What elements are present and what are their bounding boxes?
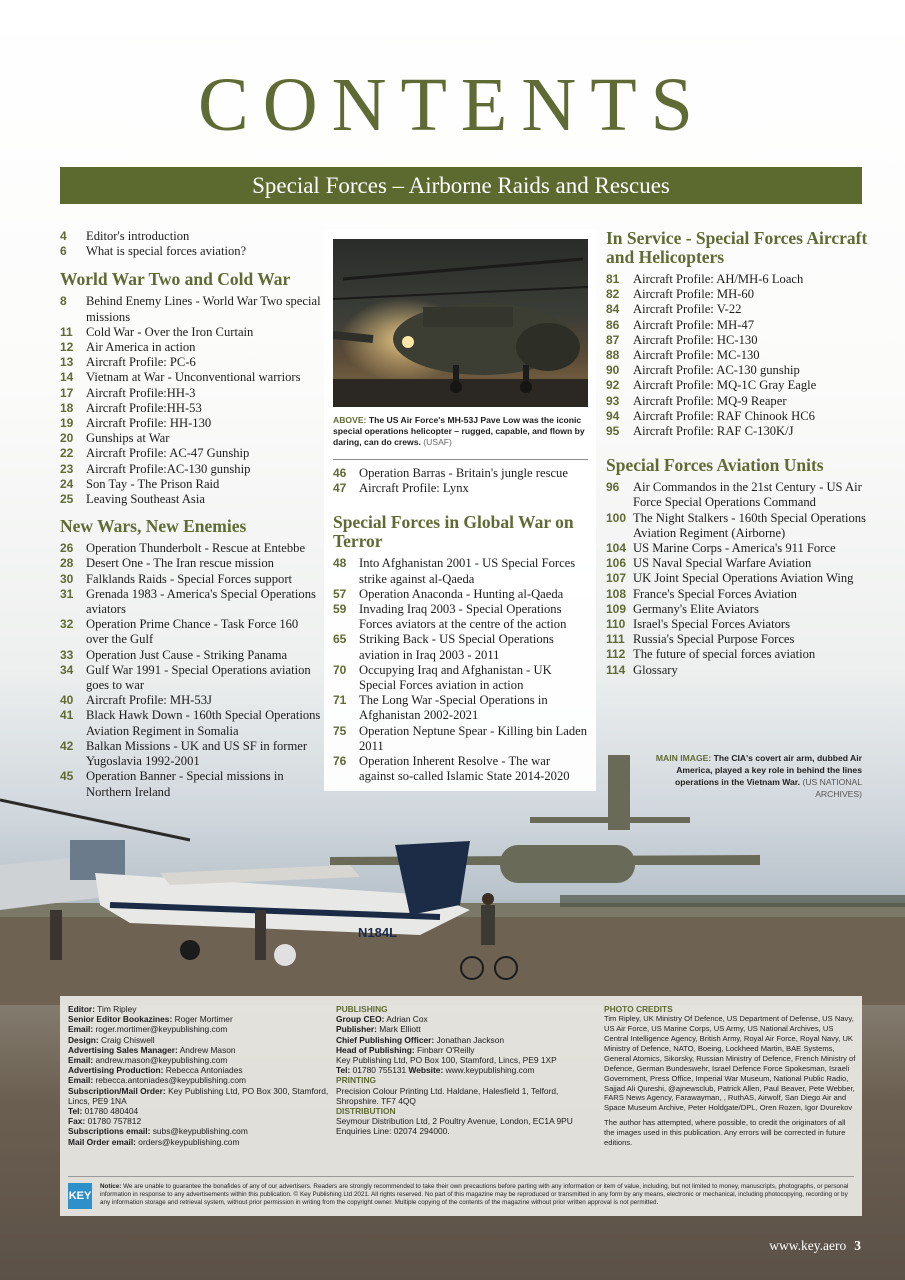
page-number: 3 xyxy=(854,1238,861,1253)
field-label: Email: xyxy=(68,1055,94,1066)
page-number: 81 xyxy=(606,272,620,286)
toc-entry[interactable] xyxy=(606,556,868,571)
toc-entry[interactable] xyxy=(60,572,322,587)
center-panel xyxy=(324,229,596,791)
staff-line xyxy=(68,1055,330,1065)
entry-title: The Long War -Special Operations in Afghanistan 2002-2021 xyxy=(359,693,548,723)
page-number: 109 xyxy=(606,601,627,616)
field-value: Jonathan Jackson xyxy=(436,1034,505,1045)
toc-entry[interactable] xyxy=(60,416,322,431)
page-number: 26 xyxy=(60,541,74,556)
staff-line xyxy=(68,1075,330,1085)
toc-column-2 xyxy=(324,229,596,791)
section-heading-units: Special Forces Aviation Units xyxy=(606,455,824,476)
page-number: 45 xyxy=(60,769,74,784)
distribution-text: Seymour Distribution Ltd, 2 Poultry Avenue, London, EC1A 9PU xyxy=(336,1116,573,1127)
page-number: 106 xyxy=(606,556,627,571)
toc-entry[interactable] xyxy=(606,602,868,617)
entry-title: Falklands Raids - Special Forces support xyxy=(86,571,293,586)
field-value: 01780 480404 xyxy=(84,1106,139,1117)
toc-entry[interactable] xyxy=(60,708,322,738)
field-label: Head of Publishing: xyxy=(336,1044,415,1055)
toc-entry[interactable] xyxy=(60,229,322,244)
staff-line xyxy=(68,1014,330,1024)
page-number: 32 xyxy=(60,617,74,632)
caption-text: The CIA's covert air arm, dubbed Air America, played a key role in behind the lines operations in the Vietnam War. xyxy=(674,753,862,787)
entry-title: UK Joint Special Operations Aviation Wing xyxy=(633,571,854,586)
page-number: 59 xyxy=(333,602,347,617)
section-list-in-service xyxy=(606,272,868,439)
page-number: 23 xyxy=(60,461,74,476)
toc-entry[interactable] xyxy=(606,541,868,556)
section-list-ww2 xyxy=(60,294,322,507)
page-number: 14 xyxy=(60,370,74,385)
toc-entry[interactable] xyxy=(333,481,588,496)
airfield-scene-illustration xyxy=(0,745,905,1005)
entry-title: Operation Inherent Resolve - The war against so-called Islamic State 2014-2020 xyxy=(359,754,570,784)
entry-title: Balkan Missions - UK and US SF in former Yugoslavia 1992-2001 xyxy=(86,738,308,769)
page-number: 48 xyxy=(333,556,347,571)
entry-title: Grenada 1983 - America's Special Operations aviators xyxy=(86,586,316,617)
page-number: 100 xyxy=(606,510,627,525)
toc-entry[interactable] xyxy=(60,693,322,708)
field-label: Tel: xyxy=(336,1065,351,1076)
website-link[interactable]: www.keypublishing.com xyxy=(445,1065,535,1076)
page-title: CONTENTS xyxy=(198,63,707,147)
page-footer xyxy=(769,1238,861,1254)
page-number: 25 xyxy=(60,492,74,507)
staff-line xyxy=(68,1116,330,1126)
toc-entry[interactable] xyxy=(333,663,588,693)
entry-title: Aircraft Profile: RAF Chinook HC6 xyxy=(633,408,815,423)
page-number: 96 xyxy=(606,480,620,495)
field-value: Craig Chiswell xyxy=(101,1034,155,1045)
page-number: 104 xyxy=(606,541,627,556)
publishing-column xyxy=(336,1004,596,1137)
field-value: Finbarr O'Reilly xyxy=(416,1044,475,1055)
entry-title: Desert One - The Iran rescue mission xyxy=(86,556,274,571)
field-label: Website: xyxy=(408,1065,444,1076)
field-value: Roger Mortimer xyxy=(174,1014,233,1025)
entry-title: Aircraft Profile: RAF C-130K/J xyxy=(633,424,794,439)
page-number: 22 xyxy=(60,446,74,461)
toc-entry[interactable] xyxy=(60,294,322,324)
distribution-heading: DISTRIBUTION xyxy=(336,1106,396,1117)
toc-entry[interactable] xyxy=(60,370,322,385)
toc-entry[interactable] xyxy=(606,480,868,510)
entry-title: Aircraft Profile: MC-130 xyxy=(633,348,760,363)
toc-entry[interactable] xyxy=(606,302,868,317)
entry-title: Operation Thunderbolt - Rescue at Entebbe xyxy=(86,541,306,556)
field-label: Editor: xyxy=(68,1004,95,1014)
mh53-helicopter-illustration xyxy=(333,239,588,407)
enquiries-line: Enquiries Line: 02074 294000. xyxy=(336,1126,450,1137)
page-number: 19 xyxy=(60,416,74,431)
page-number: 90 xyxy=(606,363,620,378)
staff-line xyxy=(68,1004,330,1014)
caption-label: MAIN IMAGE: xyxy=(655,753,712,763)
page-number: 47 xyxy=(333,481,347,496)
toc-entry[interactable] xyxy=(60,648,322,663)
page-number: 11 xyxy=(60,324,73,339)
page-number: 95 xyxy=(606,424,620,439)
toc-entry[interactable] xyxy=(60,663,322,693)
section-list-units xyxy=(606,480,868,678)
field-label: Group CEO: xyxy=(336,1014,385,1025)
page-number: 30 xyxy=(60,571,74,586)
entry-title: Glossary xyxy=(633,662,678,677)
field-value: Adrian Cox xyxy=(386,1014,428,1025)
toc-entry[interactable] xyxy=(60,492,322,507)
entry-title: Aircraft Profile: MQ-1C Gray Eagle xyxy=(633,378,817,393)
caption-label: ABOVE: xyxy=(333,415,367,425)
plane-marking: N184L xyxy=(358,925,398,940)
page-number: 87 xyxy=(606,332,620,347)
page-number: 76 xyxy=(333,754,347,769)
field-value: 01780 757812 xyxy=(87,1116,142,1127)
notice-body: We are unable to guarantee the bonafides of any of our advertisers. Readers are strongly recommended to take their own precautions before parting with any information or item of value, including, but not limited to money, manuscripts, photographs, or personal information in response to any advertisements within this publication. © Key Publishing Ltd 2021. All rights reserved. No part of this magazine may be reproduced or transmitted in any form by any means, electronic or mechanical, including photocopying, recording or by any information storage and retrieval system, without prior permission in writing from the copyright owner. Multiple copying of the contents of the magazine without prior written approval is not permitted. xyxy=(100,1183,849,1206)
publishing-line xyxy=(336,1045,596,1055)
toc-entry[interactable] xyxy=(606,363,868,378)
entry-title: Russia's Special Purpose Forces xyxy=(633,632,795,647)
entry-title: Aircraft Profile: AC-47 Gunship xyxy=(86,446,250,461)
field-value: Andrew Mason xyxy=(179,1044,236,1055)
field-label: Tel: xyxy=(68,1106,83,1117)
field-value: 01780 755131 xyxy=(352,1065,407,1076)
entry-title: Aircraft Profile: PC-6 xyxy=(86,355,196,370)
entry-title: The Night Stalkers - 160th Special Operations Aviation Regiment (Airborne) xyxy=(633,510,866,540)
toc-entry[interactable] xyxy=(60,355,322,370)
photo-credits-note: The author has attempted, where possible, to credit the originators of all the images used in this publication. Any errors will be corrected in future editions. xyxy=(604,1118,846,1148)
entry-title: Editor's introduction xyxy=(86,229,190,243)
staff-line xyxy=(68,1035,330,1045)
entry-title: Aircraft Profile:HH-3 xyxy=(86,385,196,400)
page-number: 94 xyxy=(606,408,620,423)
page-number: 70 xyxy=(333,662,347,677)
toc-entry[interactable] xyxy=(60,386,322,401)
entry-title: Israel's Special Forces Aviators xyxy=(633,617,790,632)
entry-title: Operation Banner - Special missions in Northern Ireland xyxy=(86,769,284,799)
page-number: 93 xyxy=(606,393,620,408)
entry-title: Aircraft Profile: MH-53J xyxy=(86,693,212,708)
field-value: rebecca.antoniades@keypublishing.com xyxy=(95,1075,246,1086)
page-number: 42 xyxy=(60,738,74,753)
notice-text xyxy=(100,1183,854,1207)
page-number: 84 xyxy=(606,302,620,317)
field-label: Email: xyxy=(68,1075,94,1086)
caption-text: The US Air Force's MH-53J Pave Low was the iconic special operations helicopter – rugged, capable, and flown by daring, can do crews. xyxy=(333,415,585,447)
toc-entry[interactable] xyxy=(333,466,588,481)
entry-title: Cold War - Over the Iron Curtain xyxy=(86,324,254,339)
entry-title: Gunships at War xyxy=(86,431,170,446)
entry-title: Aircraft Profile: Lynx xyxy=(359,481,469,496)
toc-column-3 xyxy=(606,229,868,678)
toc-column-1 xyxy=(60,229,322,800)
page-number: 17 xyxy=(60,385,74,400)
field-value: Tim Ripley xyxy=(97,1004,137,1014)
publishing-line xyxy=(336,1065,596,1075)
staff-line xyxy=(68,1106,330,1116)
entry-title: Aircraft Profile: MQ-9 Reaper xyxy=(633,393,787,408)
helicopter-photo xyxy=(333,239,588,407)
toc-entry[interactable] xyxy=(60,446,322,461)
field-value: andrew.mason@keypublishing.com xyxy=(95,1055,228,1066)
toc-entry[interactable] xyxy=(333,556,588,586)
page-number: 31 xyxy=(60,586,74,601)
entry-title: Aircraft Profile:AC-130 gunship xyxy=(86,461,251,476)
page-number: 71 xyxy=(333,693,347,708)
page-number: 82 xyxy=(606,287,620,302)
staff-line xyxy=(68,1024,330,1034)
publishing-line xyxy=(336,1024,596,1034)
key-logo: KEY xyxy=(68,1183,92,1209)
field-label: Advertising Sales Manager: xyxy=(68,1044,178,1055)
printing-heading: PRINTING xyxy=(336,1075,377,1086)
field-label: Advertising Production: xyxy=(68,1065,164,1076)
entry-title: Striking Back - US Special Operations aviation in Iraq 2003 - 2011 xyxy=(359,632,554,662)
field-value: orders@keypublishing.com xyxy=(138,1136,240,1147)
entry-title: Occupying Iraq and Afghanistan - UK Special Forces aviation in action xyxy=(359,662,552,693)
page-number: 33 xyxy=(60,647,74,662)
intro-list xyxy=(60,229,322,259)
toc-entry[interactable] xyxy=(60,477,322,492)
toc-entry[interactable] xyxy=(606,424,868,439)
toc-entry[interactable] xyxy=(606,272,868,287)
publishing-heading: PUBLISHING xyxy=(336,1004,388,1014)
field-label: Subscription/Mail Order: xyxy=(68,1085,166,1096)
page-number: 20 xyxy=(60,431,74,446)
printing-text: Precision Colour Printing Ltd. Haldane, Halesfield 1, Telford, Shropshire. TF7 4QQ xyxy=(336,1085,559,1106)
entry-title: Aircraft Profile: AH/MH-6 Loach xyxy=(633,272,804,286)
toc-entry[interactable] xyxy=(333,587,588,602)
page-number: 34 xyxy=(60,662,74,677)
page-number: 41 xyxy=(60,708,74,723)
entry-title: Gulf War 1991 - Special Operations aviation goes to war xyxy=(86,662,311,693)
field-label: Publisher: xyxy=(336,1024,377,1035)
page-number: 6 xyxy=(60,244,67,259)
entry-title: Black Hawk Down - 160th Special Operations Aviation Regiment in Somalia xyxy=(86,708,321,738)
toc-entry[interactable] xyxy=(60,541,322,556)
field-label: Mail Order email: xyxy=(68,1136,136,1147)
field-label: Senior Editor Bookazines: xyxy=(68,1014,173,1025)
photo-credits-column xyxy=(604,1004,856,1148)
entry-title: Operation Just Cause - Striking Panama xyxy=(86,647,288,662)
entry-title: Operation Barras - Britain's jungle rescue xyxy=(359,466,568,480)
staff-line xyxy=(68,1126,330,1136)
photo-credits-heading: PHOTO CREDITS xyxy=(604,1004,673,1014)
toc-entry[interactable] xyxy=(60,401,322,416)
page-number: 13 xyxy=(60,355,74,370)
field-value: Rebecca Antoniades xyxy=(165,1065,243,1076)
entry-title: Aircraft Profile: HH-130 xyxy=(86,416,212,431)
publishing-line xyxy=(336,1035,596,1045)
page-number: 107 xyxy=(606,571,627,586)
field-label: Chief Publishing Officer: xyxy=(336,1034,435,1045)
page-number: 75 xyxy=(333,723,347,738)
entry-title: Aircraft Profile: AC-130 gunship xyxy=(633,363,800,378)
entry-title: Air America in action xyxy=(86,340,196,355)
notice-label: Notice: xyxy=(100,1183,122,1190)
entry-title: Behind Enemy Lines - World War Two special missions xyxy=(86,294,321,324)
entry-title: Into Afghanistan 2001 - US Special Forces strike against al-Qaeda xyxy=(359,556,576,586)
toc-entry[interactable] xyxy=(606,378,868,393)
page-number: 57 xyxy=(333,586,347,601)
staff-line xyxy=(68,1137,330,1147)
page-number: 46 xyxy=(333,466,347,480)
toc-entry[interactable] xyxy=(606,617,868,632)
divider xyxy=(333,459,588,460)
entry-title: Vietnam at War - Unconventional warriors xyxy=(86,370,301,385)
entry-title: Aircraft Profile: HC-130 xyxy=(633,332,758,347)
staff-line xyxy=(68,1045,330,1055)
toc-entry[interactable] xyxy=(333,632,588,662)
entry-title: US Marine Corps - America's 911 Force xyxy=(633,541,836,556)
toc-entry[interactable] xyxy=(606,647,868,662)
toc-entry[interactable] xyxy=(606,318,868,333)
entry-title: US Naval Special Warfare Aviation xyxy=(633,556,812,571)
entry-title: Germany's Elite Aviators xyxy=(633,601,759,616)
field-value: Mark Elliott xyxy=(379,1024,421,1035)
entry-title: Son Tay - The Prison Raid xyxy=(86,476,220,491)
page-number: 18 xyxy=(60,400,74,415)
toc-entry[interactable] xyxy=(333,693,588,723)
entry-title: France's Special Forces Aviation xyxy=(633,586,797,601)
toc-entry[interactable] xyxy=(60,431,322,446)
entry-title: The future of special forces aviation xyxy=(633,647,816,662)
entry-title: Aircraft Profile: MH-47 xyxy=(633,317,755,332)
toc-entry[interactable] xyxy=(333,602,588,632)
section-heading-global-war: Special Forces in Global War on Terror xyxy=(333,512,574,552)
toc-entry[interactable] xyxy=(606,663,868,678)
page-number: 110 xyxy=(606,617,626,632)
field-label: Email: xyxy=(68,1024,94,1035)
entry-title: Operation Anaconda - Hunting al-Qaeda xyxy=(359,586,564,601)
field-label: Design: xyxy=(68,1034,99,1045)
entry-title: Aircraft Profile:HH-53 xyxy=(86,400,202,415)
field-value: Key Publishing Ltd, PO Box 300, Stamford, Lincs, PE9 1NA xyxy=(68,1085,329,1106)
toc-entry[interactable] xyxy=(60,587,322,617)
toc-entry[interactable] xyxy=(606,348,868,363)
staff-line xyxy=(68,1065,330,1075)
toc-entry[interactable] xyxy=(60,325,322,340)
toc-entry[interactable] xyxy=(606,632,868,647)
page-number: 92 xyxy=(606,378,620,393)
toc-entry[interactable] xyxy=(606,571,868,586)
entry-title: Aircraft Profile: MH-60 xyxy=(633,287,755,302)
page-number: 112 xyxy=(606,647,626,662)
entry-title: Invading Iraq 2003 - Special Operations Forces aviators at the centre of the action xyxy=(359,602,567,632)
page-number: 24 xyxy=(60,476,74,491)
masthead-footer xyxy=(60,996,862,1216)
page-number: 86 xyxy=(606,317,620,332)
publishing-address: Key Publishing Ltd, PO Box 100, Stamford, Lincs, PE9 1XP xyxy=(336,1055,557,1066)
toc-entry[interactable] xyxy=(606,333,868,348)
entry-title: Leaving Southeast Asia xyxy=(86,492,205,507)
footer-website[interactable]: www.key.aero xyxy=(769,1238,847,1253)
field-value: roger.mortimer@keypublishing.com xyxy=(95,1024,228,1035)
subtitle-banner: Special Forces – Airborne Raids and Rescues xyxy=(60,167,862,204)
toc-entry[interactable] xyxy=(60,617,322,647)
toc-entry[interactable] xyxy=(606,394,868,409)
page-number: 40 xyxy=(60,693,74,708)
page-number: 12 xyxy=(60,340,74,355)
field-label: Subscriptions email: xyxy=(68,1126,151,1137)
section-heading-in-service: In Service - Special Forces Aircraft and Helicopters xyxy=(606,228,868,267)
photo-credits-text: Tim Ripley, UK Ministry Of Defence, US Department of Defense, US Navy, US Air Force, US Marine Corps, US Army, US National Archives, US Central Intelligence Agency, British Army, Royal Air Force, Royal Navy, UK Ministry of Defence, NATO, Boeing, Lockheed Martin, BAE Systems, General Atomics, Sikorsky, Russian Ministry of Defence, French Ministry of Defence, German Bundeswehr, Israel Defence Force Spokesman, Israeli Government, Press Office, Imperial War Museum, National Public Radio, Sajjad Ali Qureshi, @ajnewsclub, Patrick Allen, Paul Beaver, Pete Webber, FARS News Agency, Farawayman, , RuthAS, Airwolf, San Diego Air and Space Museum Archive, Peter Holdgate/DPL, Oren Rozen, Igor Dvurekov xyxy=(604,1014,856,1113)
page-number: 111 xyxy=(606,632,625,647)
entry-title: Aircraft Profile: V-22 xyxy=(633,302,742,317)
caption-credit: (USAF) xyxy=(423,437,452,447)
staff-line xyxy=(68,1086,330,1106)
page-number: 28 xyxy=(60,556,74,571)
entry-title: Operation Neptune Spear - Killing bin Laden 2011 xyxy=(359,723,588,753)
page-number: 65 xyxy=(333,632,347,647)
toc-entry[interactable] xyxy=(60,244,322,259)
entry-title: Operation Prime Chance - Task Force 160 over the Gulf xyxy=(86,617,299,647)
toc-entry[interactable] xyxy=(606,511,868,541)
toc-entry[interactable] xyxy=(60,556,322,571)
page-number: 8 xyxy=(60,294,67,309)
publishing-line xyxy=(336,1014,596,1024)
staff-column xyxy=(68,1004,330,1147)
photo-caption xyxy=(333,415,588,448)
page-number: 88 xyxy=(606,348,620,363)
toc-entry[interactable] xyxy=(60,340,322,355)
entry-title: Air Commandos in the 21st Century - US Air Force Special Operations Command xyxy=(633,480,862,510)
page-number: 4 xyxy=(60,229,67,243)
section-heading-ww2: World War Two and Cold War xyxy=(60,269,291,290)
caption-credit: (US NATIONAL ARCHIVES) xyxy=(802,777,862,799)
entry-title: What is special forces aviation? xyxy=(86,244,247,259)
toc-entry[interactable] xyxy=(606,287,868,302)
notice-bar xyxy=(68,1176,854,1209)
page-number: 114 xyxy=(606,662,626,677)
toc-entry[interactable] xyxy=(606,587,868,602)
page-number: 108 xyxy=(606,586,627,601)
toc-entry[interactable] xyxy=(60,462,322,477)
field-label: Fax: xyxy=(68,1116,86,1127)
toc-entry[interactable] xyxy=(606,409,868,424)
field-value: subs@keypublishing.com xyxy=(152,1126,248,1137)
section-heading-new-wars: New Wars, New Enemies xyxy=(60,516,247,537)
